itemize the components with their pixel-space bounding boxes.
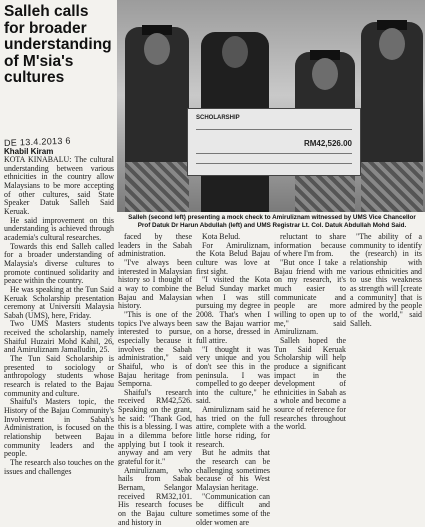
photo-caption: Salleh (second left) presenting a mock check to Amiruliznam witnessed by UMS Vice Chancellor Prof Datuk Dr Harun Abdullah (left) and UMS Registrar Lt. Col. Datuk Abdullah Mohd Said. (128, 214, 416, 229)
article-column-4 (274, 233, 346, 432)
article-paragraph: For Amiruliznam, the Kota Belud Bajau culture was love at first sight. (196, 240, 270, 276)
cheque-title: SCHOLARSHIP (196, 115, 240, 121)
article-paragraph: "Communication can be difficult and sometimes some of the older women are (196, 491, 270, 527)
article-paragraph: But he admits that the research can be challenging sometimes because of his West Malaysian heritage. (196, 448, 270, 493)
article-column-1 (4, 156, 114, 476)
article-column-3 (196, 233, 270, 527)
article-paragraph: He was speaking at the Tun Said Keruak Scholarship presentation ceremony at Universiti Malaysia Sabah (UMS), here, Friday. (4, 284, 114, 320)
article-paragraph: Two UMS Masters students received the scholarship, namely Shaiful Huzairi Mohd Kahil, 26, and Amiruliznam Jamalludin, 25. (4, 319, 114, 355)
article-paragraph: KOTA KINABALU: The cultural understanding between various ethnicities in the country allow Malaysians to be more accepting of other cultures, said State Speaker Datuk Salleh Said Keruak. (4, 155, 114, 216)
mock-cheque (187, 108, 361, 176)
article-paragraph: Amiruliznam, who hails from Sabak Bernam, Selangor received RM32,101. His research focuses on the Bajau culture and history in (118, 465, 192, 527)
article-column-2 (118, 233, 192, 527)
article-paragraph: "I've always been interested in Malaysian history so I thought of a way to combine the Bajau and Malaysian history. (118, 257, 192, 311)
article-paragraph: The Tun Said Scholarship is presented to sociology or anthropology students whose research is related to the Bajau community and culture. (4, 354, 114, 398)
person-figure (361, 22, 423, 212)
article-paragraph: Shaiful's research received RM42,526. Speaking on the grant, he said: "Thank God, this is a blessing. I was in a dilemma before applying but I took it anyway and am very grateful for it." (118, 387, 192, 467)
article-paragraph: faced by these leaders in the Sabah administration. (118, 232, 192, 259)
article-paragraph: "The ability of a community to identify the (research) in its relationship with various ethnicities and to use this weakness as strength will [create a community] that is admired by the people of the world," said Salleh. (350, 232, 422, 328)
byline: Khabil Kiram (4, 147, 54, 156)
article-paragraph: Towards this end Salleh called for a broader understanding of Malaysia's diverse cultures to promote continued solidarity and peace within the country. (4, 241, 114, 286)
article-paragraph: reluctant to share information because of where I'm from. (274, 232, 346, 259)
article-paragraph: Salleh hoped the Tun Said Keruak Scholarship will help produce a significant impact in the development of ethnicities in Sabah as a whole and become a source of reference for researches throughout the world. (274, 335, 346, 432)
article-paragraph: He said improvement on this understanding is achieved through academia's cultural researches. (4, 215, 114, 242)
article-paragraph: "I visited the Kota Belud Sunday market when I was still pursuing my degree in 2008. That's when I saw the Bajau warrior on a horse, dressed in full attire. (196, 275, 270, 345)
news-photo (117, 0, 425, 212)
article-paragraph: The research also touches on the issues and challenges (4, 457, 114, 476)
person-figure (125, 27, 189, 212)
article-paragraph: "But once I take a Bajau friend with me on my research, it's much easier to communicate and people are more willing to open up to me," said Amiruliznam. (274, 257, 346, 337)
article-paragraph: Shaiful's Masters topic, the History of the Bajau Community's Involvement in Sabah's Administration, is focused on the relationship between Bajau community leaders and the people. (4, 397, 114, 459)
article-paragraph: "This is one of the topics I've always been interested to pursue, especially because it involves the Sabah administration," said Shaiful, who is of Bajau heritage from Semporna. (118, 309, 192, 389)
article-paragraph: Amiruliznam said he has tried on the full attire, complete with a little horse riding, for research. (196, 405, 270, 449)
article-column-5 (350, 233, 422, 328)
handwritten-date-note: DE 13.4.2013 6 (3, 135, 71, 148)
article-paragraph: Kota Belud. (202, 232, 241, 241)
headline: Salleh calls for broader understanding of M'sia's cultures (4, 3, 112, 86)
article-paragraph: "I thought it was very unique and you don't see this in the peninsula. I was compelled to go deeper into the culture," he said. (196, 344, 270, 406)
cheque-amount: RM42,526.00 (303, 139, 352, 148)
